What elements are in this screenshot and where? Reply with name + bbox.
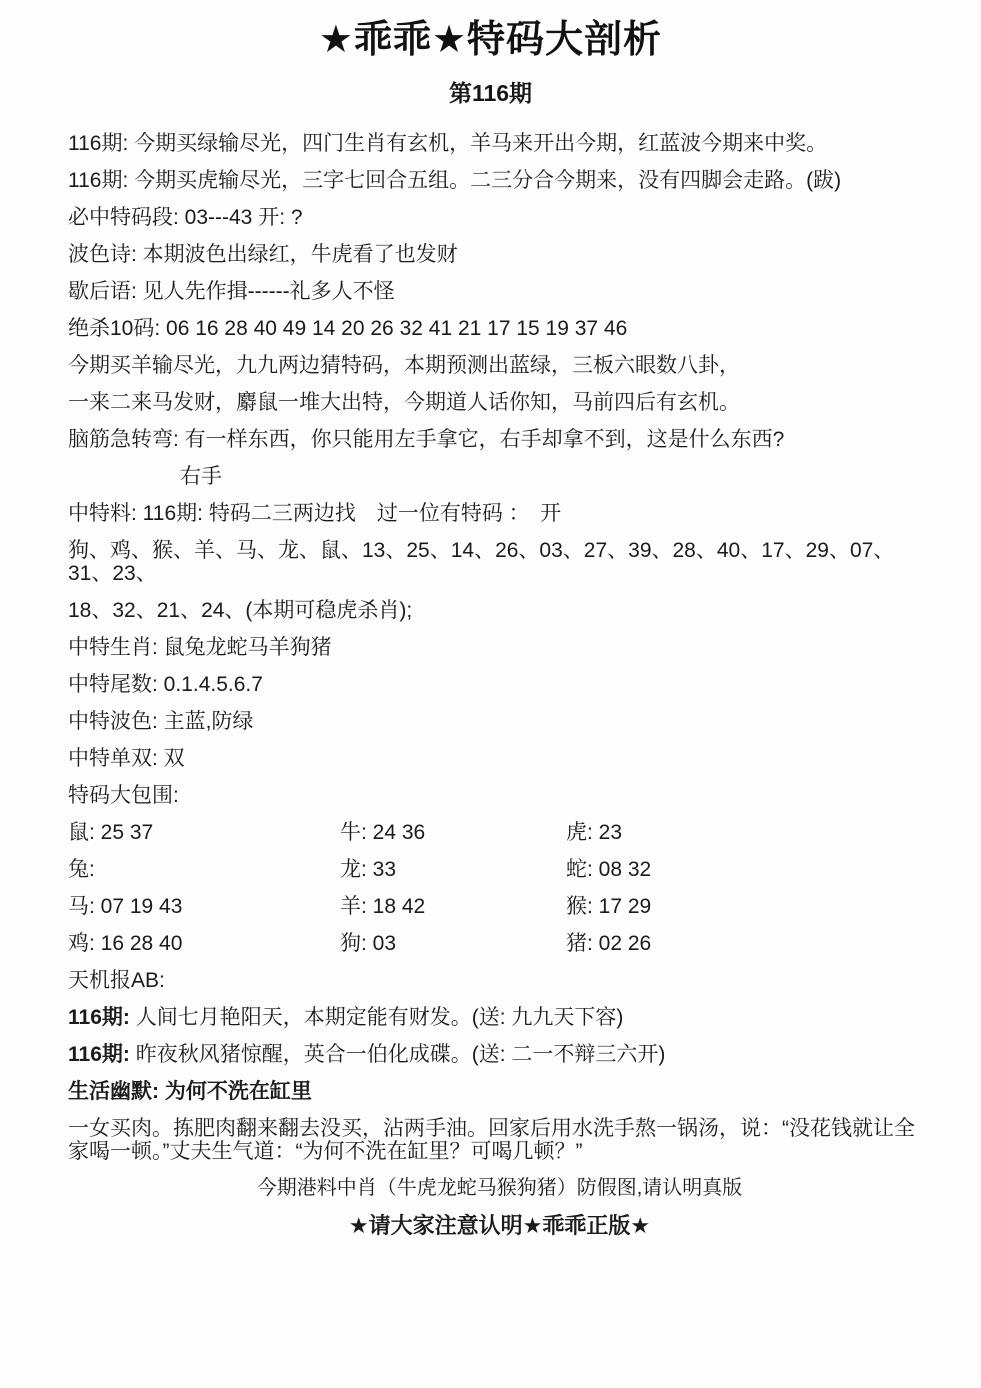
life-humor-story: 一女买肉。拣肥肉翻来翻去没买，沾两手油。回家后用水洗手熬一锅汤，说：“没花钱就让全家喝一顿。”丈夫生气道：“为何不洗在缸里？可喝几顿？”: [68, 1117, 915, 1163]
verse-tiger-line: 116期: 今期买虎输尽光，三字七回合五组。二三分合今期来，没有四脚会走路。(跋): [68, 169, 842, 192]
zodiac-encirclement-table: [68, 821, 931, 955]
cell-tiger: 虎: 23: [566, 821, 623, 844]
genuine-version-notice: ★请大家注意认明★乖乖正版★: [348, 1213, 651, 1238]
cell-rooster: 鸡: 16 28 40: [68, 932, 183, 955]
cell-dog: 狗: 03: [340, 932, 397, 955]
xiehouyu-line: 歇后语: 见人先作揖------礼多人不怪: [68, 280, 395, 303]
sheet-body: [0, 132, 981, 1237]
poem-issue-label: 116期:: [68, 1043, 136, 1066]
verse-horse-line: 一来二来马发财，麝鼠一堆大出特，今期道人话你知，马前四后有玄机。: [68, 391, 740, 414]
table-row: [68, 932, 931, 955]
zhongte-odd-even: 中特单双: 双: [68, 747, 185, 770]
wave-color-poem: 波色诗: 本期波色出绿红，牛虎看了也发财: [68, 243, 458, 266]
page-title: ★乖乖★特码大剖析: [318, 19, 663, 61]
cell-rat: 鼠: 25 37: [68, 821, 154, 844]
cell-monkey: 猴: 17 29: [566, 895, 652, 918]
poem-line-1: [68, 1006, 931, 1029]
poem-text: 昨夜秋风猪惊醒，英合一伯化成碟。(送: 二一不辩三六开): [135, 1043, 666, 1066]
table-row: [68, 858, 931, 881]
cell-horse: 马: 07 19 43: [68, 895, 183, 918]
issue-number: 第116期: [448, 80, 533, 106]
kill-ten-codes: 绝杀10码: 06 16 28 40 49 14 20 26 32 41 21 17 15 19 37 46: [68, 317, 628, 340]
table-row: [68, 821, 931, 844]
poem-text: 人间七月艳阳天，本期定能有财发。(送: 九九天下容): [135, 1006, 624, 1029]
verse-sheep-line: 今期买羊输尽光，九九两边猜特码，本期预测出蓝绿，三板六眼数八卦，: [68, 354, 740, 377]
poem-line-2: [68, 1043, 931, 1066]
zhongte-wave-color: 中特波色: 主蓝,防绿: [68, 710, 254, 733]
cell-goat: 羊: 18 42: [340, 895, 426, 918]
cell-snake: 蛇: 08 32: [566, 858, 652, 881]
zhongteliao-line: 中特料: 116期: 特码二三两边找 过一位有特码 ： 开: [68, 502, 562, 525]
cell-ox: 牛: 24 36: [340, 821, 426, 844]
special-code-range: 必中特码段: 03---43 开: ?: [68, 206, 303, 229]
brain-teaser-answer: 右手: [180, 465, 222, 488]
cell-dragon: 龙: 33: [340, 858, 397, 881]
anti-fake-notice: 今期港料中肖（牛虎龙蛇马猴狗猪）防假图,请认明真版: [256, 1177, 743, 1199]
table-row: [68, 895, 931, 918]
tianji-report: 天机报AB:: [68, 969, 165, 992]
brain-teaser: 脑筋急转弯: 有一样东西，你只能用左手拿它，右手却拿不到，这是什么东西?: [68, 428, 785, 451]
encirclement-heading: 特码大包围:: [68, 784, 179, 807]
zodiac-number-list-2: 18、32、21、24、(本期可稳虎杀肖);: [68, 599, 413, 622]
life-humor-title: 生活幽默: 为何不洗在缸里: [68, 1080, 312, 1103]
verse-green-line: 116期: 今期买绿输尽光，四门生肖有玄机，羊马来开出今期，红蓝波今期来中奖。: [68, 132, 828, 155]
cell-pig: 猪: 02 26: [566, 932, 652, 955]
poem-issue-label: 116期:: [68, 1006, 136, 1029]
zhongte-tail-numbers: 中特尾数: 0.1.4.5.6.7: [68, 673, 263, 696]
cell-rabbit: 兔:: [68, 858, 95, 881]
zhongte-zodiac: 中特生肖: 鼠兔龙蛇马羊狗猪: [68, 636, 332, 659]
zodiac-number-list-1: 狗、鸡、猴、羊、马、龙、鼠、13、25、14、26、03、27、39、28、40、17、29、07、31、23、: [68, 539, 895, 585]
